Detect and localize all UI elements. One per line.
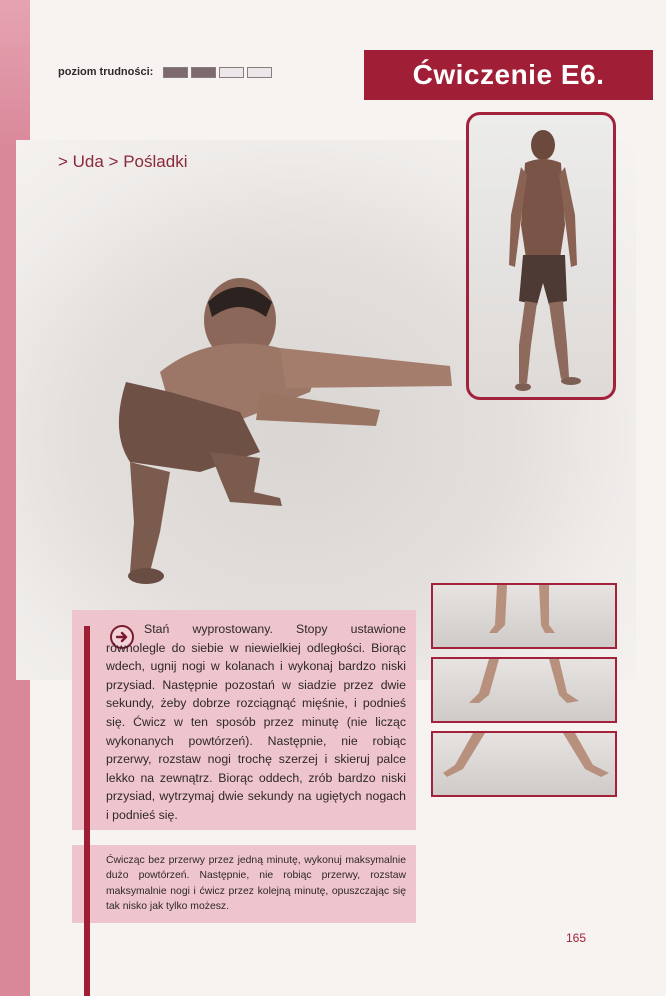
instructions-text: Stań wyprostowany. Stopy ustawione równolegle do siebie w niewielkiej odległości. Biorąc wdech, ugnij nogi w kolanach i wykonaj bardzo niski przysiad. Następnie pozostań w siadzie przez dwie sekundy, żeby dobrze rozciągnąć mięśnie, i podnieś się. Ćwicz w ten sposób przez minutę (nie licząc wykonanych powtórzeń). Następnie, nie robiąc przerwy, rozstaw nogi trochę szerzej i skieruj palce lekko na zewnątrz. Biorąc oddech, zrób bardzo niski przysiad, wytrzymaj dwie sekundy na ugiętych nogach i podnieś się.: [106, 622, 406, 822]
feet-photo-medium: [431, 657, 617, 723]
exercise-title-box: [364, 50, 653, 100]
difficulty-bars: [163, 67, 272, 78]
difficulty-bar: [219, 67, 244, 78]
difficulty-bar: [191, 67, 216, 78]
tip-text: Ćwicząc bez przerwy przez jedną minutę, wykonuj maksymalnie dużo powtórzeń. Następnie, nie robiąc przerwy, rozstaw maksymalnie nogi i ćwicz przez kolejną minutę, opuszczając się tak nisko jak tylko możesz.: [106, 855, 406, 913]
feet-photo-narrow: [431, 583, 617, 649]
breadcrumb: > Uda > Pośladki: [58, 152, 188, 171]
feet-wide-illustration: [433, 733, 617, 797]
difficulty-bar: [247, 67, 272, 78]
left-strip-highlight: [0, 0, 30, 150]
feet-narrow-illustration: [433, 585, 617, 649]
difficulty-bar: [163, 67, 188, 78]
exercise-title: Ćwiczenie E6.: [412, 59, 605, 90]
standing-figure-illustration: [469, 115, 616, 400]
difficulty-label: poziom trudności:: [58, 66, 154, 78]
feet-photo-wide: [431, 731, 617, 797]
squat-figure-illustration: [90, 262, 470, 602]
standing-pose-photo: [466, 112, 616, 400]
panel-accent-line: [84, 626, 90, 996]
page-number: 165: [566, 931, 587, 945]
difficulty-indicator: [58, 66, 272, 78]
feet-medium-illustration: [433, 659, 617, 723]
